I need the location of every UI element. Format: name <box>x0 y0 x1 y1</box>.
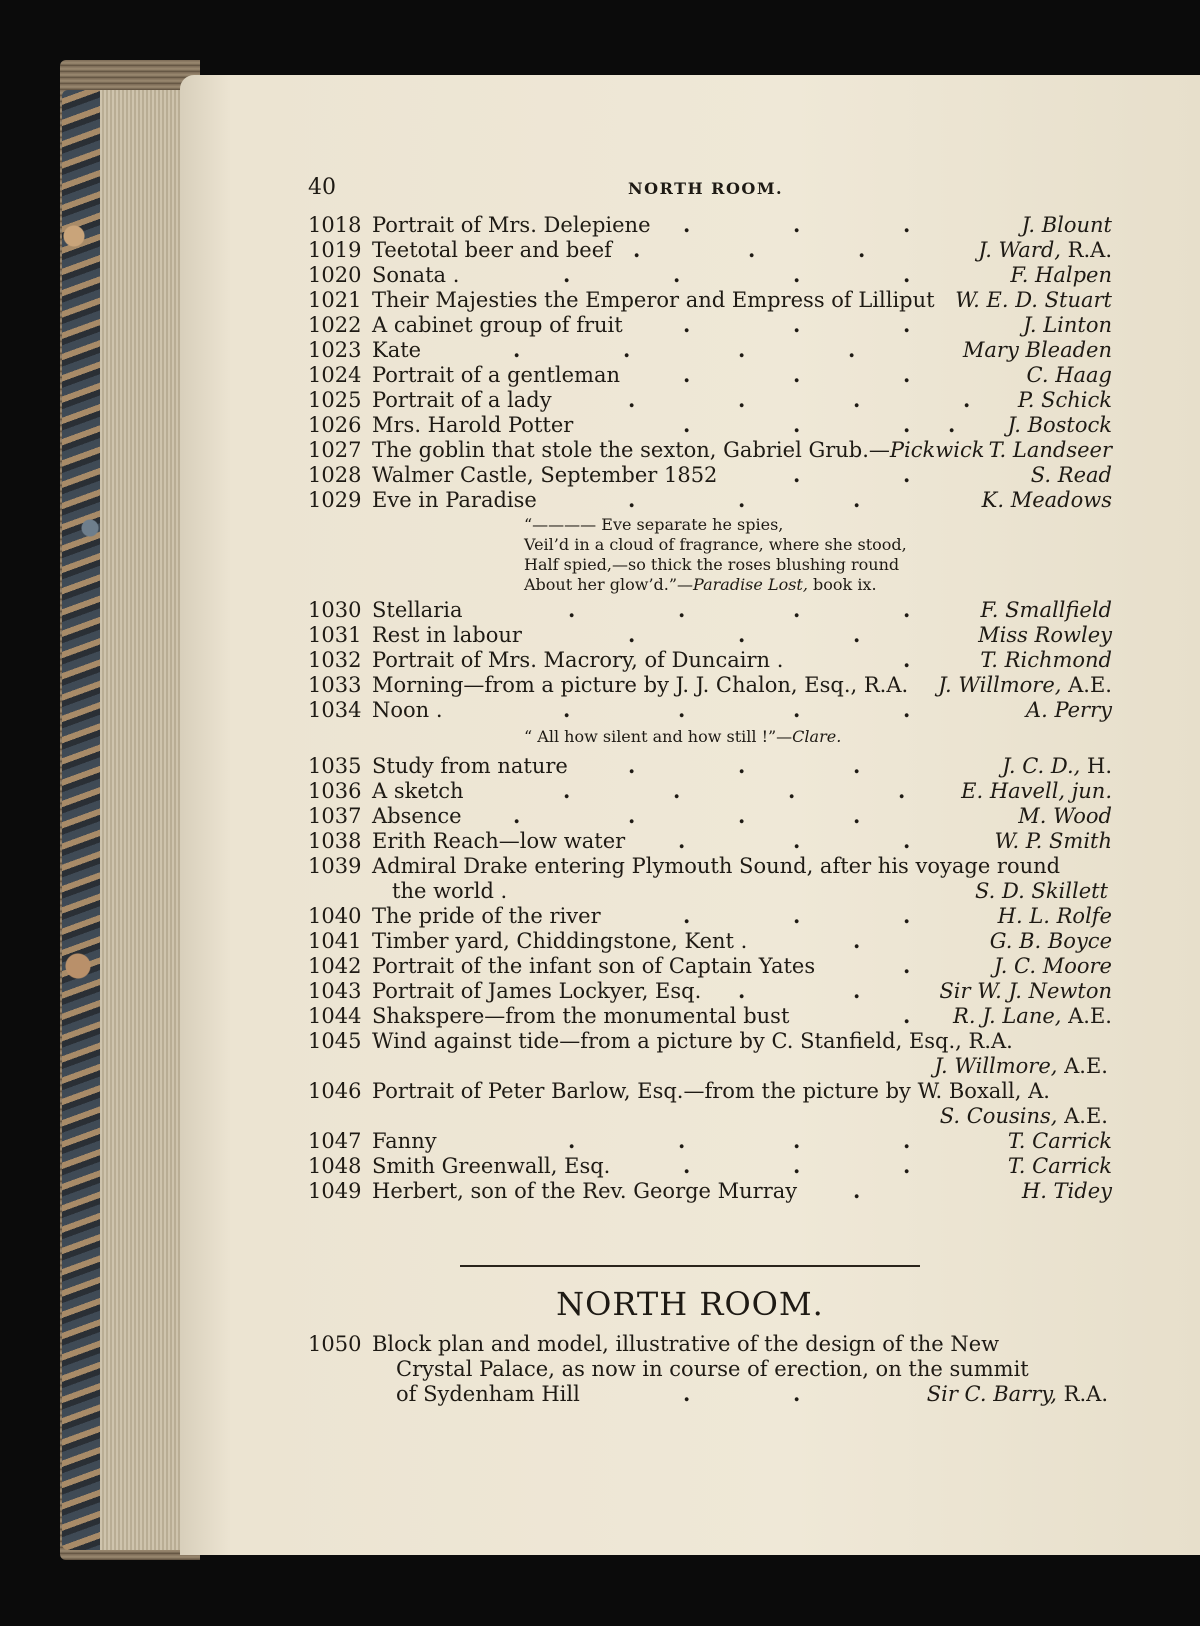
verse-line: About her glow’d.”—Paradise Lost, book ix. <box>524 575 877 594</box>
leader-dots: . . . <box>633 237 866 262</box>
entry-1028 <box>308 462 1112 488</box>
entry-number: 1021 <box>308 288 362 312</box>
entry-number: 1034 <box>308 698 362 722</box>
leader-dots: . . . . <box>563 778 906 803</box>
entry-title: Teetotal beer and beef <box>372 238 612 262</box>
entry-1020 <box>308 262 1112 288</box>
running-head: NORTH ROOM. <box>628 179 784 198</box>
entry-number: 1049 <box>308 1179 362 1203</box>
entry-artist: S. Read <box>1030 463 1112 487</box>
leader-dots: . . <box>793 462 911 487</box>
entry-1049 <box>308 1178 1112 1204</box>
entry-1024 <box>308 362 1112 388</box>
entry-title: Timber yard, Chiddingstone, Kent . <box>372 929 748 953</box>
entry-continuation: Crystal Palace, as now in course of erection, on the summit <box>396 1357 1029 1381</box>
entry-number: 1029 <box>308 488 362 512</box>
entry-artist: H. Tidey <box>1021 1179 1112 1203</box>
entry-artist: S. D. Skillett <box>975 879 1108 903</box>
leader-dots: . . . . <box>513 803 861 828</box>
page-number: 40 <box>308 175 336 200</box>
entry-artist: M. Wood <box>1018 804 1112 828</box>
entry-artist: T. Richmond <box>980 648 1112 672</box>
entry-1036 <box>308 778 1112 804</box>
entry-title: The goblin that stole the sexton, Gabriel Grub.—Pickwick <box>372 438 985 462</box>
entry-artist: W. E. D. Stuart <box>955 288 1112 312</box>
entry-title: Portrait of James Lockyer, Esq. <box>372 979 702 1003</box>
leader-dots: . . . . <box>628 387 971 412</box>
entry-artist: R. J. Lane, A.E. <box>953 1004 1112 1028</box>
entry-1042 <box>308 953 1112 979</box>
entry-1026 <box>308 412 1112 438</box>
entry-number: 1043 <box>308 979 362 1003</box>
entry-number: 1041 <box>308 929 362 953</box>
leader-dots: . <box>853 928 861 953</box>
entry-1044 <box>308 1003 1112 1029</box>
entry-artist: J. Willmore, A.E. <box>934 1054 1108 1078</box>
entry-title: Portrait of Mrs. Delepiene <box>372 213 651 237</box>
entry-artist: G. B. Boyce <box>989 929 1112 953</box>
entry-1018 <box>308 212 1112 238</box>
section-heading: NORTH ROOM. <box>556 1285 824 1323</box>
entry-number: 1027 <box>308 438 362 462</box>
entry-title: Rest in labour <box>372 623 522 647</box>
entry-number: 1024 <box>308 363 362 387</box>
entry-number: 1038 <box>308 829 362 853</box>
entry-1041 <box>308 928 1112 954</box>
entry-number: 1025 <box>308 388 362 412</box>
leader-dots: . . . . <box>513 337 856 362</box>
entry-number: 1036 <box>308 779 362 803</box>
entry-title: Eve in Paradise <box>372 488 537 512</box>
leader-dots: . . . <box>628 487 861 512</box>
entry-number: 1039 <box>308 854 362 878</box>
entry-artist: F. Halpen <box>1010 263 1112 287</box>
entry-number: 1019 <box>308 238 362 262</box>
entry-title: Herbert, son of the Rev. George Murray <box>372 1179 798 1203</box>
entry-title: Kate <box>372 338 422 362</box>
entry-title: Block plan and model, illustrative of the design of the New <box>372 1332 1000 1356</box>
entry-number: 1032 <box>308 648 362 672</box>
entry-1050 <box>308 1331 1108 1357</box>
entry-title: Fanny <box>372 1129 437 1153</box>
leader-dots: . . . . <box>568 1128 911 1153</box>
entry-1048 <box>308 1153 1112 1179</box>
entry-1030 <box>308 597 1112 623</box>
entry-title: Portrait of the infant son of Captain Yates <box>372 954 816 978</box>
section-rule <box>460 1265 920 1267</box>
leader-dots: . . . <box>683 312 911 337</box>
entry-artist: P. Schick <box>1017 388 1112 412</box>
entry-artist: K. Meadows <box>981 488 1112 512</box>
entry-number: 1023 <box>308 338 362 362</box>
entry-1034 <box>308 697 1112 723</box>
leader-dots: . . . . <box>563 262 911 287</box>
entry-title: The pride of the river <box>372 904 601 928</box>
leader-dots: . . <box>683 1381 801 1406</box>
entry-1045 <box>308 1028 1108 1054</box>
leader-dots: . . . . <box>683 412 956 437</box>
entry-artist: F. Smallfield <box>980 598 1112 622</box>
marbled-endpaper <box>62 90 102 1550</box>
entry-number: 1022 <box>308 313 362 337</box>
entry-number: 1050 <box>308 1332 362 1356</box>
entry-1047 <box>308 1128 1112 1154</box>
leader-dots: . . <box>738 978 861 1003</box>
leader-dots: . <box>853 1178 861 1203</box>
entry-artist: J. Ward, R.A. <box>978 238 1112 262</box>
leader-dots: . . . <box>683 1153 911 1178</box>
entry-number: 1030 <box>308 598 362 622</box>
entry-number: 1020 <box>308 263 362 287</box>
entry-number: 1037 <box>308 804 362 828</box>
entry-1022 <box>308 312 1112 338</box>
leader-dots: . . . <box>628 753 861 778</box>
leader-dots: . . . . <box>563 697 911 722</box>
entry-artist: A. Perry <box>1025 698 1112 722</box>
entry-1037 <box>308 803 1112 829</box>
entry-title: Portrait of a lady <box>372 388 552 412</box>
entry-title: Study from nature <box>372 754 568 778</box>
entry-artist: W. P. Smith <box>994 829 1112 853</box>
entry-title: A sketch <box>372 779 464 803</box>
entry-number: 1042 <box>308 954 362 978</box>
entry-artist: C. Haag <box>1026 363 1112 387</box>
entry-1040 <box>308 903 1112 929</box>
leader-dots: . <box>903 647 911 672</box>
entry-artist: J. Linton <box>1023 313 1112 337</box>
entry-number: 1035 <box>308 754 362 778</box>
leader-dots: . . . <box>628 622 861 647</box>
entry-title: Portrait of Mrs. Macrory, of Duncairn . <box>372 648 784 672</box>
entry-continuation: of Sydenham Hill <box>396 1382 580 1406</box>
entry-1027 <box>308 437 1112 463</box>
leader-dots: . . . <box>683 212 911 237</box>
entry-artist: Mary Bleaden <box>962 338 1112 362</box>
entry-title: Erith Reach—low water <box>372 829 626 853</box>
entry-artist: Sir C. Barry, R.A. <box>926 1382 1108 1406</box>
entry-artist: H. L. Rolfe <box>997 904 1112 928</box>
entry-title: Morning—from a picture by J. J. Chalon, Esq., R.A. <box>372 673 909 697</box>
entry-number: 1046 <box>308 1079 362 1103</box>
entry-title: A cabinet group of fruit <box>372 313 623 337</box>
entry-title: Sonata . <box>372 263 460 287</box>
leader-dots: . <box>903 1003 911 1028</box>
entry-artist: E. Havell, jun. <box>961 779 1112 803</box>
entry-title: Absence <box>372 804 462 828</box>
entry-artist: T. Carrick <box>1007 1154 1112 1178</box>
leader-dots: . <box>903 953 911 978</box>
entry-title: Noon . <box>372 698 443 722</box>
entry-title: Shakspere—from the monumental bust <box>372 1004 790 1028</box>
verse-line: Half spied,—so thick the roses blushing round <box>524 555 900 574</box>
entry-artist: T. Landseer <box>988 438 1112 462</box>
entry-title: Wind against tide—from a picture by C. Stanfield, Esq., R.A. <box>372 1029 1013 1053</box>
entry-artist: Sir W. J. Newton <box>939 979 1112 1003</box>
entry-artist: T. Carrick <box>1007 1129 1112 1153</box>
entry-1032 <box>308 647 1112 673</box>
entry-1025 <box>308 387 1112 413</box>
entry-artist: J. Blount <box>1021 213 1112 237</box>
entry-1039 <box>308 853 1108 879</box>
entry-1019 <box>308 237 1112 263</box>
entry-artist: J. Bostock <box>1007 413 1112 437</box>
entry-1035 <box>308 753 1112 779</box>
entry-title: Portrait of Peter Barlow, Esq.—from the picture by W. Boxall, A. <box>372 1079 1050 1103</box>
entry-title: Mrs. Harold Potter <box>372 413 574 437</box>
entry-title: Walmer Castle, September 1852 <box>372 463 718 487</box>
entry-1031 <box>308 622 1112 648</box>
entry-number: 1048 <box>308 1154 362 1178</box>
verse-line: “ All how silent and how still !”—Clare. <box>524 727 842 746</box>
entry-artist: J. Willmore, A.E. <box>938 673 1112 697</box>
entry-title: Admiral Drake entering Plymouth Sound, after his voyage round <box>372 854 1061 878</box>
entry-1023 <box>308 337 1112 363</box>
entry-number: 1047 <box>308 1129 362 1153</box>
entry-number: 1033 <box>308 673 362 697</box>
entry-title: Portrait of a gentleman <box>372 363 621 387</box>
entry-number: 1045 <box>308 1029 362 1053</box>
leader-dots: . . . <box>683 903 911 928</box>
entry-number: 1044 <box>308 1004 362 1028</box>
entry-number: 1040 <box>308 904 362 928</box>
entry-artist: J. C. D., H. <box>1002 754 1112 778</box>
entry-continuation: the world . <box>392 879 508 903</box>
verse-line: Veil’d in a cloud of fragrance, where she stood, <box>524 535 907 554</box>
entry-1043 <box>308 978 1112 1004</box>
verse-line: “———— Eve separate he spies, <box>524 515 784 534</box>
entry-number: 1018 <box>308 213 362 237</box>
entry-artist: S. Cousins, A.E. <box>939 1104 1108 1128</box>
entry-number: 1031 <box>308 623 362 647</box>
entry-artist: Miss Rowley <box>978 623 1112 647</box>
page-stack-edge <box>100 90 190 1550</box>
entry-number: 1028 <box>308 463 362 487</box>
catalogue-page <box>180 75 1200 1555</box>
entry-1033 <box>308 672 1112 698</box>
entry-1038 <box>308 828 1112 854</box>
entry-1029 <box>308 487 1112 513</box>
entry-1021 <box>308 287 1112 313</box>
entry-artist: J. C. Moore <box>993 954 1112 978</box>
entry-number: 1026 <box>308 413 362 437</box>
entry-title: Their Majesties the Emperor and Empress of Lilliput <box>372 288 935 312</box>
leader-dots: . . . <box>678 828 911 853</box>
entry-title: Stellaria <box>372 598 463 622</box>
entry-title: Smith Greenwall, Esq. <box>372 1154 611 1178</box>
leader-dots: . . . <box>683 362 911 387</box>
leader-dots: . . . . <box>568 597 911 622</box>
entry-1046 <box>308 1078 1108 1104</box>
